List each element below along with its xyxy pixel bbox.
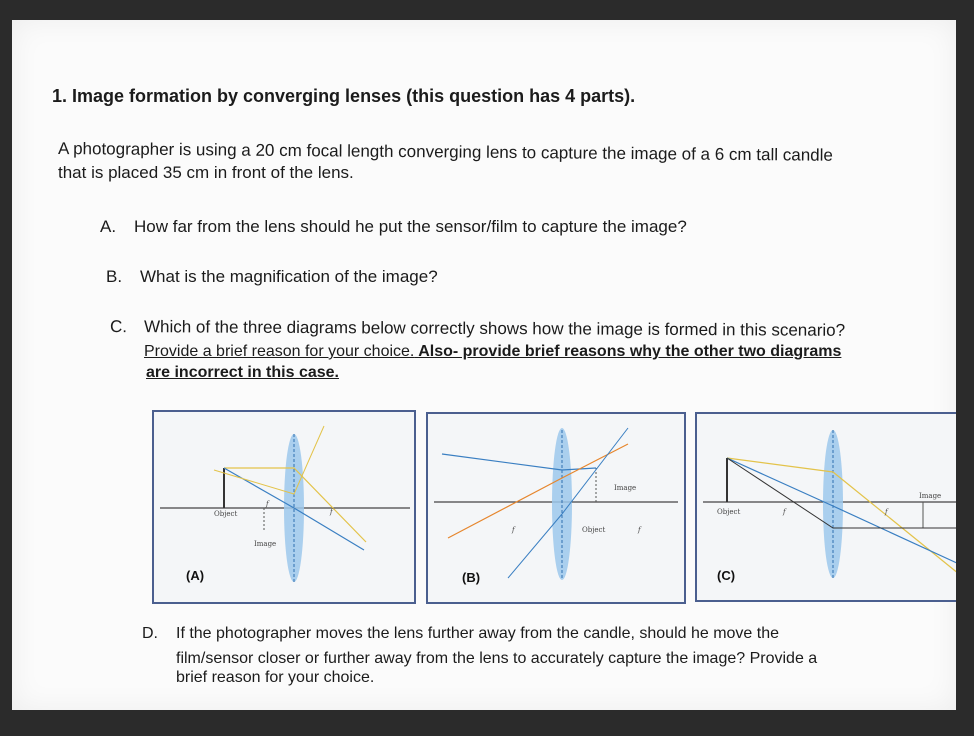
diagram-a-object-label: Object [214,510,238,518]
diagram-a-image-label: Image [254,540,277,548]
worksheet-page [12,20,956,710]
diagram-b-label: (B) [462,570,481,585]
part-a-text: How far from the lens should he put the sensor/film to capture the image? [134,217,687,236]
part-c-line-2 [144,343,841,361]
part-a [100,217,687,237]
part-d [142,625,779,643]
part-b-letter: B. [106,267,123,286]
diagram-b-image-label: Image [614,484,637,492]
diagram-a-focal-right: f [330,508,333,516]
part-b [106,267,438,287]
intro-line-2: that is placed 35 cm in front of the lens. [58,163,354,182]
diagram-c-object-label: Object [717,508,741,516]
diagram-a-focal-left: f [266,500,269,508]
diagram-a [152,410,416,604]
diagram-a-label: (A) [186,568,205,583]
diagram-b-focal-left: f [512,526,515,534]
part-c-line-3: are incorrect in this case. [146,364,339,381]
diagram-a-ray-focal [214,426,324,494]
part-c-letter: C. [109,317,128,337]
part-c-line-1: Which of the three diagrams below correctly shows how the image is formed in this scenario? [143,317,846,340]
diagram-c [695,412,956,602]
part-d-line-2: film/sensor closer or further away from the lens to accurately capture the image? Provide a [176,650,818,667]
part-d-line-1: If the photographer moves the lens further away from the candle, should he move the [176,625,780,642]
diagram-c-focal-right: f [885,508,888,516]
part-b-text: What is the magnification of the image? [140,267,438,286]
diagram-b [426,412,686,604]
diagram-c-focal-left: f [783,508,786,516]
diagram-b-object-label: Object [582,526,606,534]
part-d-line-3: brief reason for your choice. [176,669,375,686]
part-c-line-2-bold: Also- provide brief reasons why the other two diagrams [414,343,842,360]
part-c-line-2-plain: Provide a brief reason for your choice. [144,343,415,360]
diagram-c-figure [697,414,956,600]
diagram-c-image-label: Image [919,492,942,500]
question-title: 1. Image formation by converging lenses (this question has 4 parts). [52,86,636,106]
diagram-b-focal-right: f [638,526,641,534]
diagram-b-ray-parallel [442,454,596,470]
part-a-letter: A. [100,217,117,236]
part-d-letter: D. [142,625,158,642]
intro-line-1: A photographer is using a 20 cm focal length converging lens to capture the image of a 6 cm tall candle [57,139,833,165]
part-c [110,317,845,341]
diagram-c-label: (C) [717,568,736,583]
